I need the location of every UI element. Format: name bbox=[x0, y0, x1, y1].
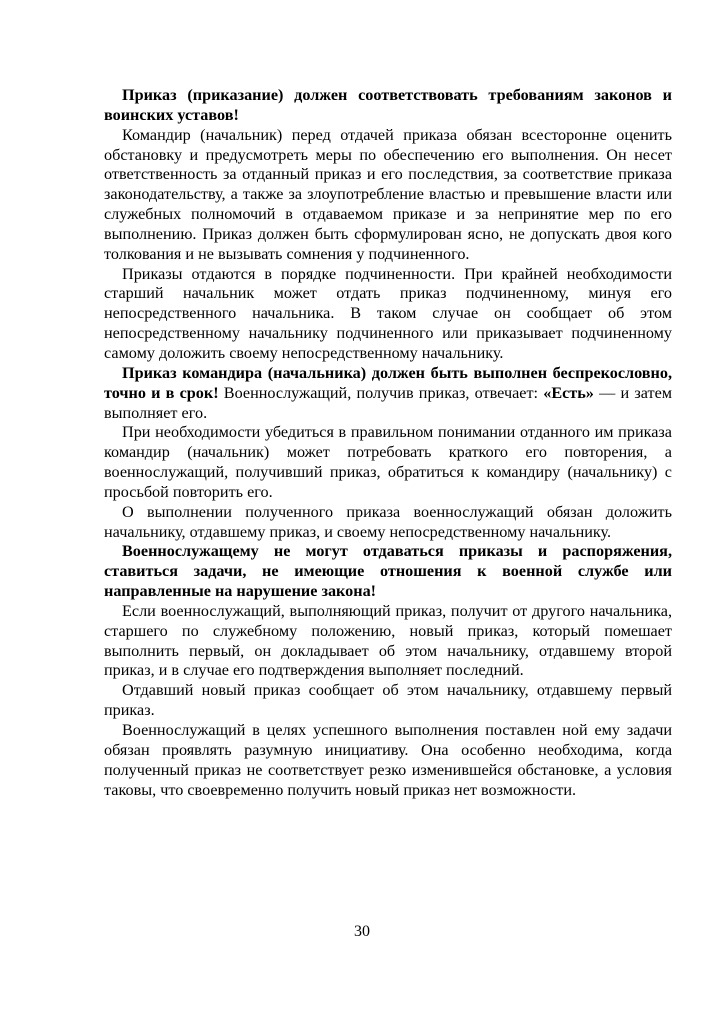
paragraph-chain-of-command: Приказы отдаются в порядке подчиненности. При крайней необходимости старший начальник может отдать приказ подчиненному, минуя его непосредственного начальника. В таком случае он сообщает об этом непосредственному начальнику подчиненного или приказывает подчиненному самому доложить своему непосредственному начальнику. bbox=[104, 264, 672, 362]
paragraph-execute-order: Приказ командира (начальника) должен быть выполнен беспрекословно, точно и в срок! Военнослужащий, получив приказ, отвечает: «Есть» — и затем выполняет его. bbox=[104, 363, 672, 422]
paragraph-repeat-order: При необходимости убедиться в правильном понимании отданного им приказа командир (начальник) может потребовать краткого его повторения, а военнослужащий, получивший приказ, обратиться к командиру (начальнику) с просьбой повторить его. bbox=[104, 423, 672, 501]
paragraph-order-requirements: Приказ (приказание) должен соответствовать требованиям законов и воинских уставов! bbox=[104, 86, 672, 124]
paragraph-report-execution: О выполнении полученного приказа военнослужащий обязан доложить начальнику, отдавшему приказ, и своему непосредственному начальнику. bbox=[104, 502, 672, 541]
paragraph-new-order-notice: Отдавший новый приказ сообщает об этом начальнику, отдавшему первый приказ. bbox=[104, 681, 672, 720]
document-body bbox=[104, 86, 672, 800]
paragraph-commander-duties: Командир (начальник) перед отдачей приказа обязан всесторонне оценить обстановку и предусмотреть меры по обеспечению его выполнения. Он несет ответственность за отданный приказ и его последствия, за соответствие приказа законодательству, а также за злоупотребление властью и превышение власти или служебных полномочий в отдаваемом приказе и за непринятие мер по его выполнению. Приказ должен быть сформулирован ясно, не допускать двоя кого толкования и не вызывать сомнения у подчиненного. bbox=[104, 125, 672, 263]
page-number: 30 bbox=[354, 923, 370, 940]
paragraph-unlawful-orders: Военнослужащему не могут отдаваться приказы и распоряжения, ставиться задачи, не имеющие отношения к военной службе или направленные на нарушение закона! bbox=[104, 542, 672, 601]
paragraph-conflicting-orders: Если военнослужащий, выполняющий приказ, получит от другого начальника, старшего по служебному положению, новый приказ, который помешает выполнить первый, он докладывает об этом начальнику, отдавшему второй приказ, и в случае его подтверждения выполняет последний. bbox=[104, 601, 672, 680]
paragraph-initiative: Военнослужащий в целях успешного выполнения поставлен ной ему задачи обязан проявлять разумную инициативу. Она особенно необходима, когда полученный приказ не соответствует резко изменившейся обстановке, а условия таковы, что своевременно получить новый приказ нет возможности. bbox=[104, 721, 672, 799]
